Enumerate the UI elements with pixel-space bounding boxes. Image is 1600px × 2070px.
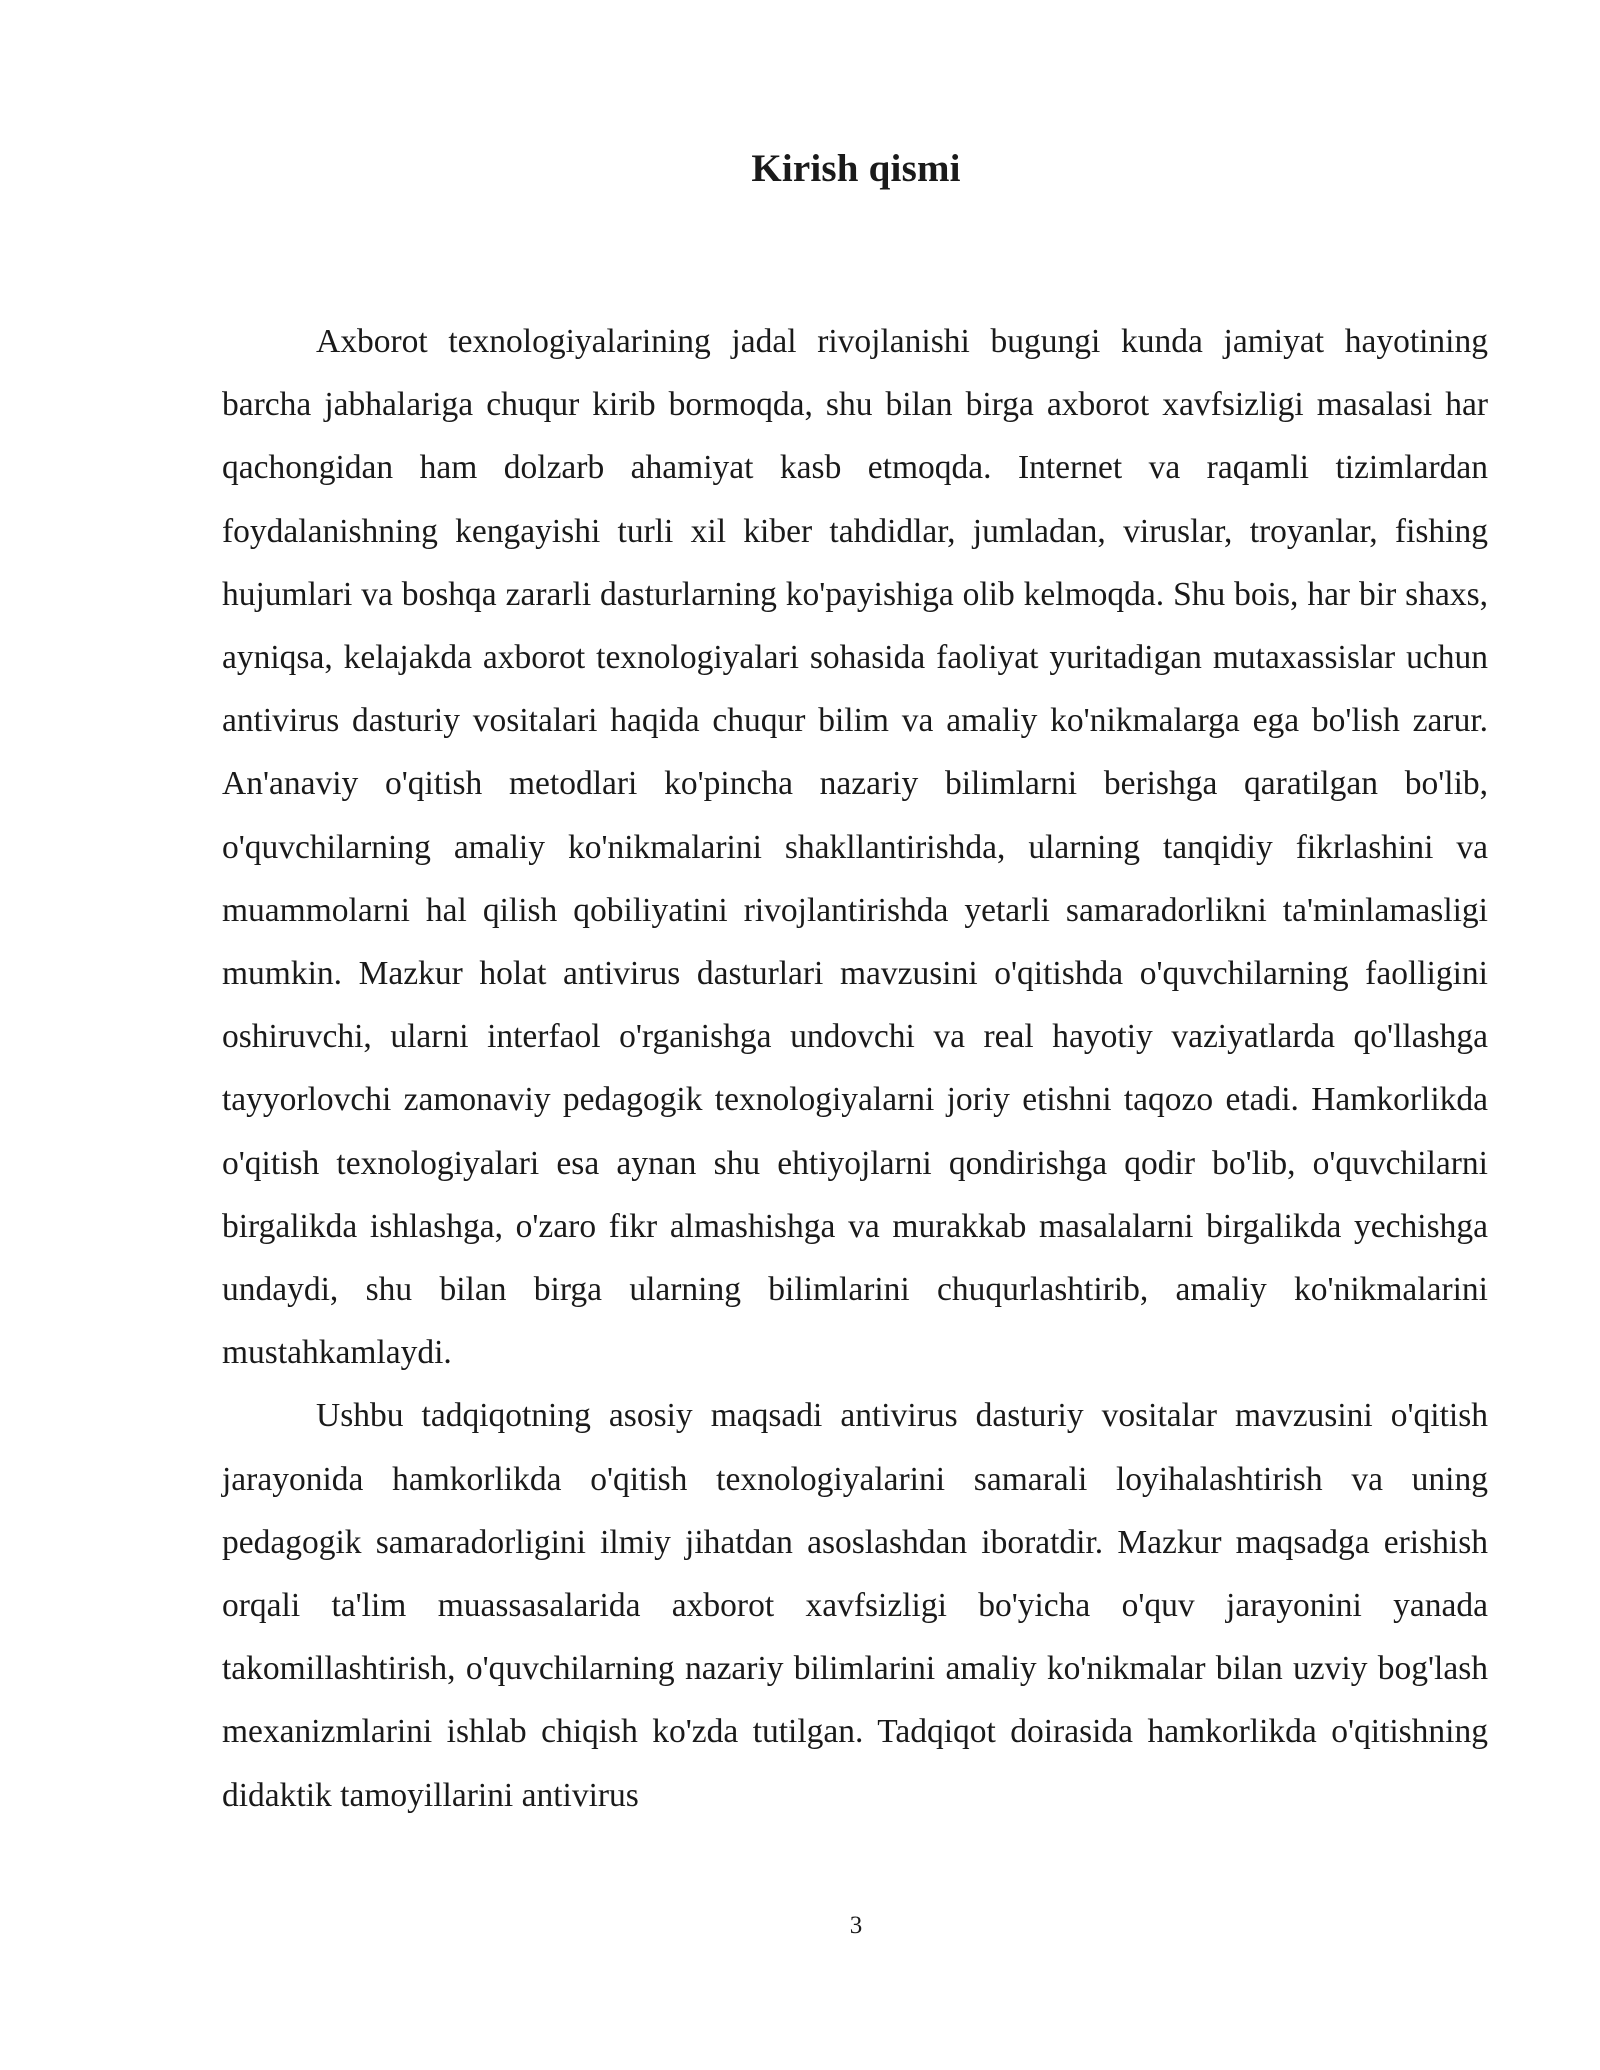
paragraph-2: Ushbu tadqiqotning asosiy maqsadi antivirus dasturiy vositalar mavzusini o'qitish jarayonida hamkorlikda o'qitish texnologiyalarini samarali loyihalashtirish va uning pedagogik samaradorligini ilmiy jihatdan asoslashdan iboratdir. Mazkur maqsadga erishish orqali ta'lim muassasalarida axborot xavfsizligi bo'yicha o'quv jarayonini yanada takomillashtirish, o'quvchilarning nazariy bilimlarini amaliy ko'nikmalar bilan uzviy bog'lash mexanizmlarini ishlab chiqish ko'zda tutilgan. Tadqiqot doirasida hamkorlikda o'qitishning didaktik tamoyillarini antivirus [222,1397,1488,1814]
paragraph-1: Axborot texnologiyalarining jadal rivojlanishi bugungi kunda jamiyat hayotining barcha jabhalariga chuqur kirib bormoqda, shu bilan birga axborot xavfsizligi masalasi har qachongidan ham dolzarb ahamiyat kasb etmoqda. Internet va raqamli tizimlardan foydalanishning kengayishi turli xil kiber tahdidlar, jumladan, viruslar, troyanlar, fishing hujumlari va boshqa zararli dasturlarning ko'payishiga olib kelmoqda. Shu bois, har bir shaxs, ayniqsa, kelajakda axborot texnologiyalari sohasida faoliyat yuritadigan mutaxassislar uchun antivirus dasturiy vositalari haqida chuqur bilim va amaliy ko'nikmalarga ega bo'lish zarur. An'anaviy o'qitish metodlari ko'pincha nazariy bilimlarni berishga qaratilgan bo'lib, o'quvchilarning amaliy ko'nikmalarini shakllantirishda, ularning tanqidiy fikrlashini va muammolarni hal qilish qobiliyatini rivojlantirishda yetarli samaradorlikni ta'minlamasligi mumkin. Mazkur holat antivirus dasturlari mavzusini o'qitishda o'quvchilarning faolligini oshiruvchi, ularni interfaol o'rganishga undovchi va real hayotiy vaziyatlarda qo'llashga tayyorlovchi zamonaviy pedagogik texnologiyalarni joriy etishni taqozo etadi. Hamkorlikda o'qitish texnologiyalari esa aynan shu ehtiyojlarni qondirishga qodir bo'lib, o'quvchilarni birgalikda ishlashga, o'zaro fikr almashishga va murakkab masalalarni birgalikda yechishga undaydi, shu bilan birga ularning bilimlarini chuqurlashtirib, amaliy ko'nikmalarini mustahkamlaydi. [222,323,1488,1372]
body-text [222,310,1488,1827]
page-number: 3 [849,1912,863,1939]
page-title: Kirish qismi [751,147,961,190]
